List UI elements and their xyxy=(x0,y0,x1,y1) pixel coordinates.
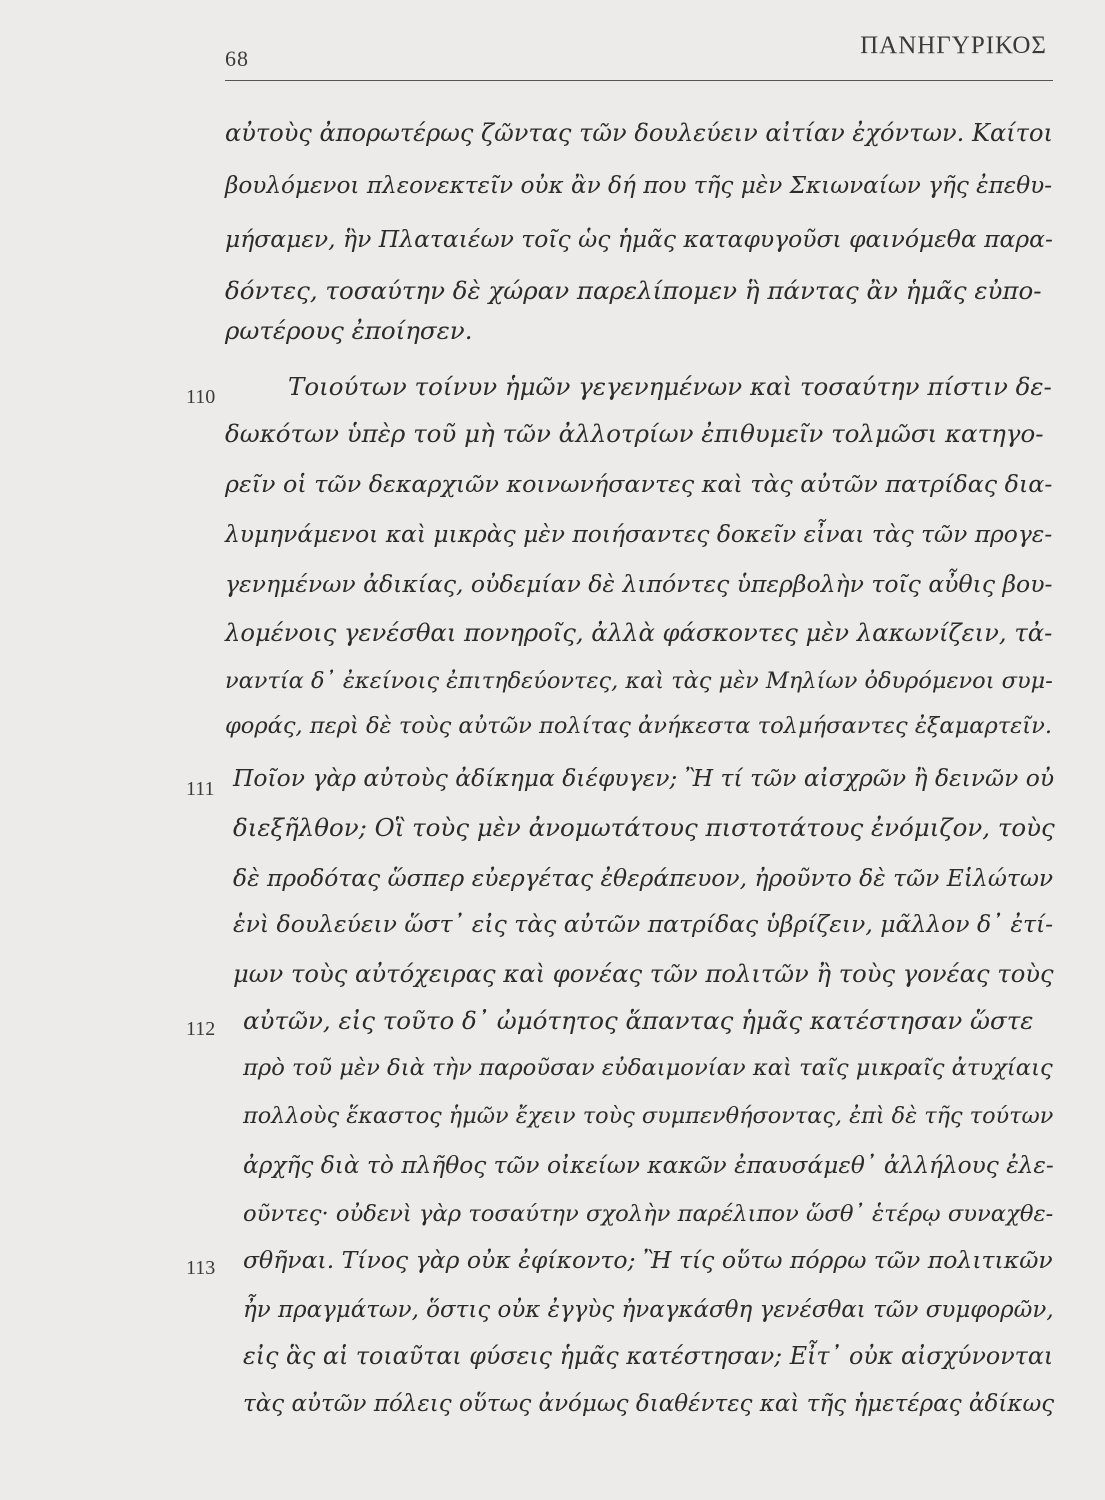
text-line: Ποῖον γὰρ αὐτοὺς ἀδίκημα διέφυγεν; Ἢ τί τῶν αἰσχρῶν ἢ δεινῶν οὐ xyxy=(233,764,1055,792)
text-line: δωκότων ὑπὲρ τοῦ μὴ τῶν ἀλλοτρίων ἐπιθυμεῖν τολμῶσι κατηγο- xyxy=(225,419,1044,448)
header-rule xyxy=(225,80,1053,81)
text-line: αὐτῶν, εἰς τοῦτο δ᾽ ὠμότητος ἅπαντας ἡμᾶς κατέστησαν ὥστε xyxy=(243,1006,1034,1035)
text-line: ρωτέρους ἐποίησεν. xyxy=(225,316,473,345)
text-line: τὰς αὐτῶν πόλεις οὕτως ἀνόμως διαθέντες καὶ τῆς ἡμετέρας ἀδίκως xyxy=(243,1391,1055,1417)
text-line: ἑνὶ δουλεύειν ὥστ᾽ εἰς τὰς αὐτῶν πατρίδας ὑβρίζειν, μᾶλλον δ᾽ ἐτί- xyxy=(233,910,1054,938)
text-line: δὲ προδότας ὥσπερ εὐεργέτας ἐθεράπευον, ἠροῦντο δὲ τῶν Εἱλώτων xyxy=(233,864,1054,892)
text-line: ἀρχῆς διὰ τὸ πλῆθος τῶν οἰκείων κακῶν ἐπαυσάμεθ᾽ ἀλλήλους ἐλε- xyxy=(243,1152,1054,1179)
text-line: μων τοὺς αὐτόχειρας καὶ φονέας τῶν πολιτῶν ἢ τοὺς γονέας τοὺς xyxy=(233,959,1054,988)
text-line: πρὸ τοῦ μὲν διὰ τὴν παροῦσαν εὐδαιμονίαν καὶ ταῖς μικραῖς ἀτυχίαις xyxy=(243,1055,1053,1081)
section-number-113: 113 xyxy=(186,1257,216,1279)
text-line: οῦντες· οὐδενὶ γὰρ τοσαύτην σχολὴν παρέλιπον ὥσθ᾽ ἑτέρῳ συναχθε- xyxy=(243,1201,1054,1227)
text-line: ρεῖν οἱ τῶν δεκαρχιῶν κοινωνήσαντες καὶ τὰς αὐτῶν πατρίδας δια- xyxy=(225,470,1053,498)
text-line: πολλοὺς ἕκαστος ἡμῶν ἔχειν τοὺς συμπενθήσοντας, ἐπὶ δὲ τῆς τούτων xyxy=(243,1103,1054,1129)
text-line: διεξῆλθον; Οἳ τοὺς μὲν ἀνομωτάτους πιστοτάτους ἐνόμιζον, τοὺς xyxy=(233,813,1055,842)
text-line: μήσαμεν, ἣν Πλαταιέων τοῖς ὡς ἡμᾶς καταφυγοῦσι φαινόμεθα παρα- xyxy=(225,225,1053,253)
page-number: 68 xyxy=(225,46,249,71)
text-line: λυμηνάμενοι καὶ μικρὰς μὲν ποιήσαντες δοκεῖν εἶναι τὰς τῶν προγε- xyxy=(225,520,1053,548)
running-title: ΠΑΝΗΓΥΡΙΚΟΣ xyxy=(860,32,1047,59)
text-line: γενημένων ἀδικίας, οὐδεμίαν δὲ λιπόντες ὑπερβολὴν τοῖς αὖθις βου- xyxy=(225,570,1053,598)
section-number-111: 111 xyxy=(186,778,215,800)
text-line: ναντία δ᾽ ἐκείνοις ἐπιτηδεύοντες, καὶ τὰς μὲν Μηλίων ὀδυρόμενοι συμ- xyxy=(225,668,1053,694)
text-line: ἦν πραγμάτων, ὅστις οὐκ ἐγγὺς ἠναγκάσθη γενέσθαι τῶν συμφορῶν, xyxy=(243,1297,1054,1323)
text-line: φοράς, περὶ δὲ τοὺς αὐτῶν πολίτας ἀνήκεστα τολμήσαντες ἐξαμαρτεῖν. xyxy=(225,713,1052,739)
text-line: εἰς ἃς αἱ τοιαῦται φύσεις ἡμᾶς κατέστησαν; Εἶτ᾽ οὐκ αἰσχύνονται xyxy=(243,1342,1054,1370)
text-line: δόντες, τοσαύτην δὲ χώραν παρελίπομεν ἣ πάντας ἂν ἡμᾶς εὐπο- xyxy=(225,276,1042,305)
text-line: αὐτοὺς ἀπορωτέρως ζῶντας τῶν δουλεύειν αἰτίαν ἐχόντων. Καίτοι xyxy=(225,119,1053,147)
text-line: σθῆναι. Τίνος γὰρ οὐκ ἐφίκοντο; Ἢ τίς οὕτω πόρρω τῶν πολιτικῶν xyxy=(243,1246,1053,1274)
text-line: λομένοις γενέσθαι πονηροῖς, ἀλλὰ φάσκοντες μὲν λακωνίζειν, τἀ- xyxy=(225,618,1053,647)
text-line: Τοιούτων τοίνυν ἡμῶν γεγενημένων καὶ τοσαύτην πίστιν δε- xyxy=(288,372,1052,401)
section-number-110: 110 xyxy=(186,386,216,408)
text-line: βουλόμενοι πλεονεκτεῖν οὐκ ἂν δή που τῆς μὲν Σκιωναίων γῆς ἐπεθυ- xyxy=(225,173,1053,199)
section-number-112: 112 xyxy=(186,1018,216,1040)
